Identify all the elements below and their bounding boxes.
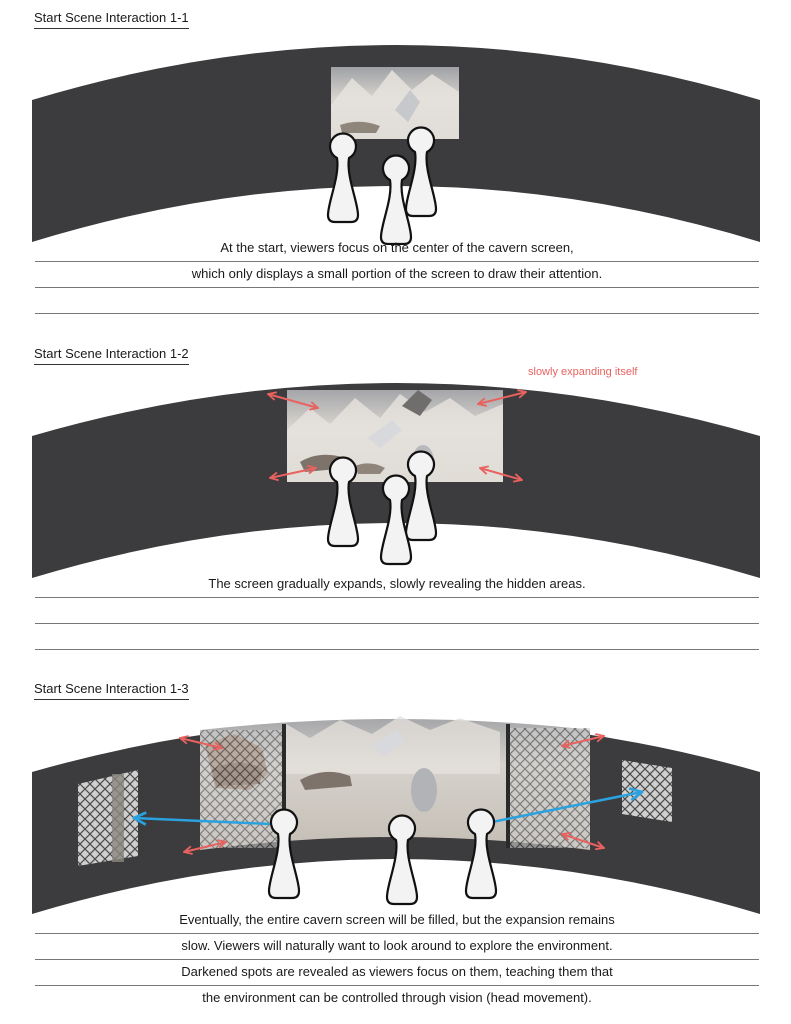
panel-1-title: Start Scene Interaction 1-1 bbox=[34, 10, 189, 29]
panel-1-caption-line-3 bbox=[35, 289, 759, 314]
panel-3-caption-line-2: slow. Viewers will naturally want to look around to explore the environment. bbox=[35, 935, 759, 960]
expansion-annotation: slowly expanding itself bbox=[528, 366, 638, 378]
panel-1-caption-line-2: which only displays a small portion of the screen to draw their attention. bbox=[35, 263, 759, 288]
revealed-spot-right bbox=[622, 760, 672, 822]
panel-3-caption-line-4: the environment can be controlled through vision (head movement). bbox=[202, 990, 592, 1005]
scene-viewport bbox=[287, 390, 503, 482]
viewer-figure-icon bbox=[387, 815, 417, 904]
revealed-spot-left bbox=[78, 770, 138, 866]
panel-3-caption-line-3: Darkened spots are revealed as viewers focus on them, teaching them that bbox=[35, 961, 759, 986]
panel-3-caption-line-1: Eventually, the entire cavern screen will be filled, but the expansion remains bbox=[35, 909, 759, 934]
panel-1-caption-line-1: At the start, viewers focus on the center of the cavern screen, bbox=[35, 237, 759, 262]
panel-2-title: Start Scene Interaction 1-2 bbox=[34, 346, 189, 365]
panel-2-caption-line-1: The screen gradually expands, slowly revealing the hidden areas. bbox=[35, 573, 759, 598]
panel-2-scene bbox=[0, 368, 791, 583]
panel-3-scene bbox=[0, 704, 791, 919]
panel-2-caption-line-2 bbox=[35, 599, 759, 624]
panel-2-caption-line-3 bbox=[35, 625, 759, 650]
panel-3-title: Start Scene Interaction 1-3 bbox=[34, 681, 189, 700]
scene-viewport bbox=[331, 67, 459, 139]
panel-1-scene bbox=[0, 30, 791, 245]
